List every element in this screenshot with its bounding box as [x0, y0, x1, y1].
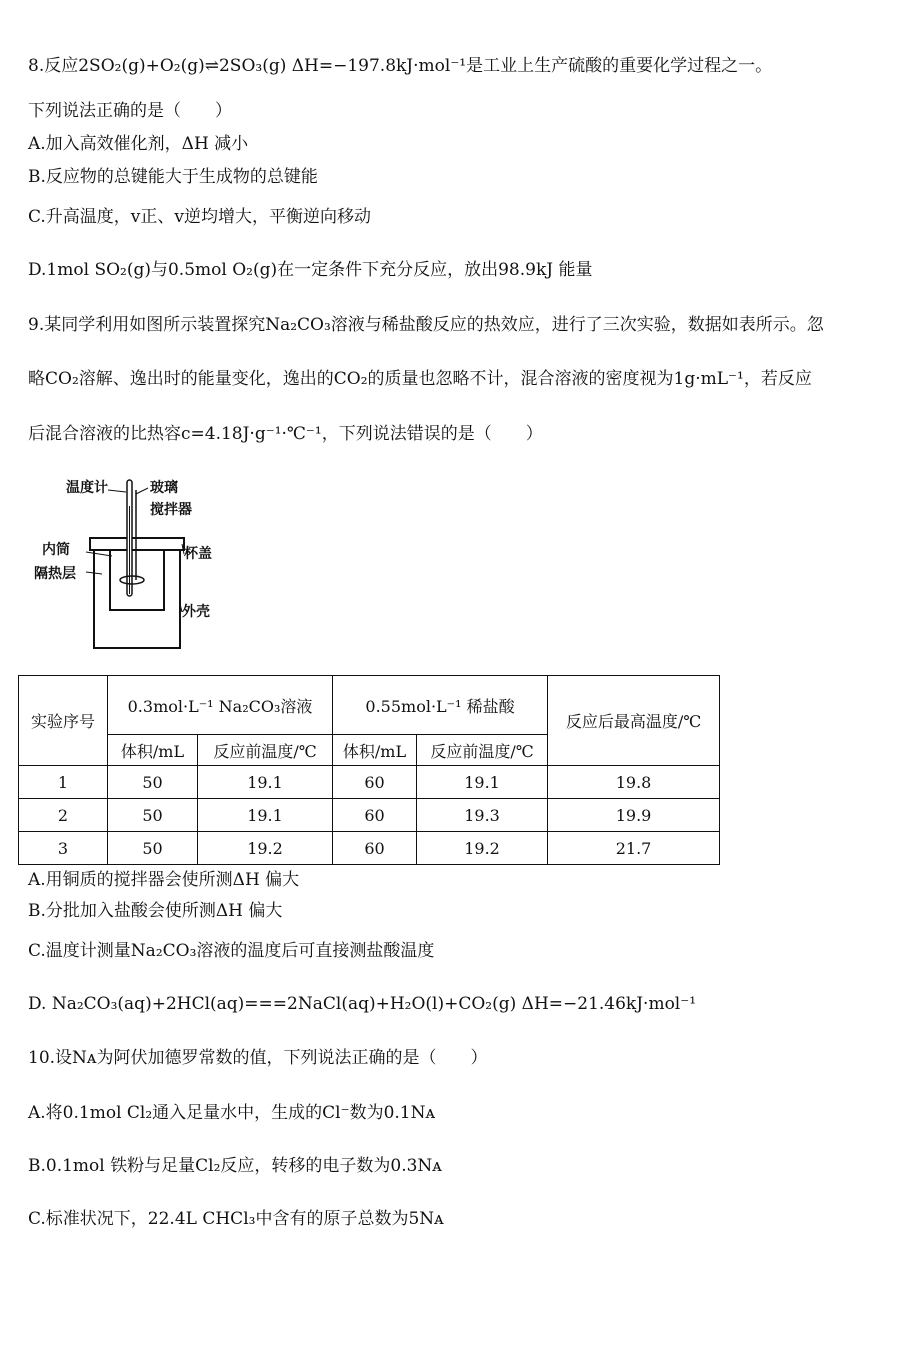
cell: 19.1	[198, 799, 333, 832]
label-lid: 杯盖	[184, 546, 212, 562]
header-volume: 体积/mL	[108, 735, 198, 766]
leader-inner	[86, 552, 112, 556]
cell: 60	[333, 832, 417, 865]
header-hcl: 0.55mol·L⁻¹ 稀盐酸	[333, 676, 548, 735]
calorimeter-diagram	[24, 476, 264, 656]
cell: 3	[19, 832, 108, 865]
cell: 1	[19, 766, 108, 799]
header-temp-before: 反应前温度/℃	[198, 735, 333, 766]
cell: 19.8	[548, 766, 720, 799]
label-stirrer-1: 玻璃	[150, 480, 178, 496]
cell: 19.9	[548, 799, 720, 832]
header-temp-before: 反应前温度/℃	[417, 735, 548, 766]
q9-option-d: D. Na₂CO₃(aq)+2HCl(aq)===2NaCl(aq)+H₂O(l)+CO₂(g) ΔH=−21.46kJ·mol⁻¹	[28, 994, 697, 1014]
label-inner: 内筒	[42, 542, 70, 558]
cell: 60	[333, 799, 417, 832]
cell: 19.2	[417, 832, 548, 865]
q8-stem	[28, 58, 772, 75]
table-row	[19, 766, 720, 799]
cell: 2	[19, 799, 108, 832]
header-max-temp: 反应后最高温度/℃	[548, 676, 720, 766]
q9-stem-line3: 后混合溶液的比热容c=4.18J·g⁻¹·℃⁻¹，下列说法错误的是（ ）	[28, 424, 543, 444]
table-row	[19, 799, 720, 832]
q9-option-a: A.用铜质的搅拌器会使所测ΔH 偏大	[28, 870, 300, 890]
q8-stem-prefix: 8.反应	[28, 56, 79, 76]
q8-option-c: C.升高温度，v正、v逆均增大，平衡逆向移动	[28, 207, 372, 227]
cell: 19.1	[417, 766, 548, 799]
q8-ask: 下列说法正确的是（ ）	[28, 101, 232, 121]
cell: 50	[108, 799, 198, 832]
inner-cup-shape	[110, 550, 164, 610]
q10-option-b: B.0.1mol 铁粉与足量Cl₂反应，转移的电子数为0.3Nᴀ	[28, 1156, 442, 1176]
header-na2co3: 0.3mol·L⁻¹ Na₂CO₃溶液	[108, 676, 333, 735]
q8-option-b: B.反应物的总键能大于生成物的总键能	[28, 167, 318, 187]
q9-option-c: C.温度计测量Na₂CO₃溶液的温度后可直接测盐酸温度	[28, 941, 435, 961]
header-volume: 体积/mL	[333, 735, 417, 766]
leader-thermometer	[108, 490, 126, 492]
label-insulation: 隔热层	[34, 566, 76, 582]
cell: 21.7	[548, 832, 720, 865]
label-thermometer: 温度计	[66, 480, 108, 496]
q8-option-d: D.1mol SO₂(g)与0.5mol O₂(g)在一定条件下充分反应，放出98.9kJ 能量	[28, 260, 593, 280]
q10-option-c: C.标准状况下，22.4L CHCl₃中含有的原子总数为5Nᴀ	[28, 1209, 444, 1229]
label-shell: 外壳	[182, 604, 210, 620]
header-experiment-no: 实验序号	[19, 676, 108, 766]
label-stirrer-2: 搅拌器	[150, 502, 192, 518]
lid-shape	[90, 538, 184, 550]
outer-shell-shape	[94, 548, 180, 648]
q10-option-a: A.将0.1mol Cl₂通入足量水中，生成的Cl⁻数为0.1Nᴀ	[28, 1103, 436, 1123]
cell: 50	[108, 766, 198, 799]
experiment-table	[18, 675, 720, 865]
cell: 60	[333, 766, 417, 799]
cell: 19.2	[198, 832, 333, 865]
q8-equation: 2SO₂(g)+O₂(g)⇌2SO₃(g) ΔH=−197.8kJ·mol⁻¹	[78, 56, 467, 76]
q8-stem-suffix: 是工业上生产硫酸的重要化学过程之一。	[466, 56, 773, 76]
cell: 19.3	[417, 799, 548, 832]
cell: 50	[108, 832, 198, 865]
q8-option-a: A.加入高效催化剂，ΔH 减小	[28, 134, 249, 154]
table-row	[19, 832, 720, 865]
cell: 19.1	[198, 766, 333, 799]
q10-stem: 10.设Nᴀ为阿伏加德罗常数的值，下列说法正确的是（ ）	[28, 1048, 488, 1068]
q9-stem-line2: 略CO₂溶解、逸出时的能量变化，逸出的CO₂的质量也忽略不计，混合溶液的密度视为1g·mL⁻¹，若反应	[28, 369, 812, 389]
q9-stem-line1: 9.某同学利用如图所示装置探究Na₂CO₃溶液与稀盐酸反应的热效应，进行了三次实验，数据如表所示。忽	[28, 315, 824, 335]
leader-stirrer	[136, 488, 148, 494]
q9-option-b: B.分批加入盐酸会使所测ΔH 偏大	[28, 901, 283, 921]
